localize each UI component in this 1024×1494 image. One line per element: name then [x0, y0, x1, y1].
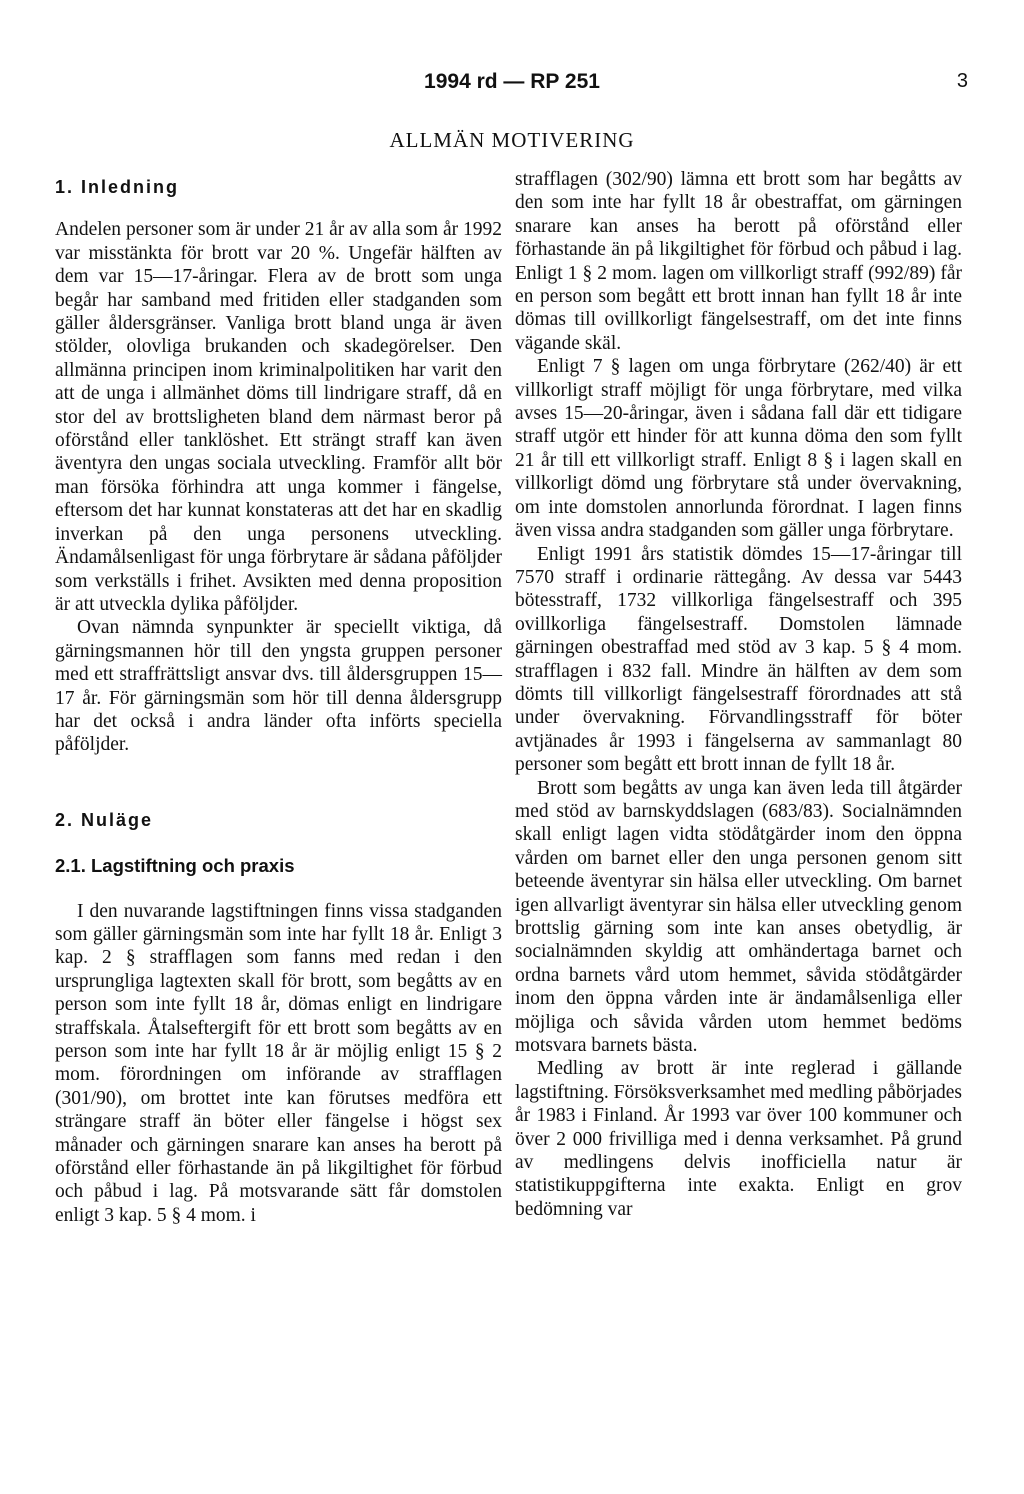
- section-title: ALLMÄN MOTIVERING: [389, 128, 635, 152]
- paragraph: Enligt 1991 års statistik dömdes 15—17-åringar till 7570 straff i ordinarie rättegång. Av dessa var 5443 bötesstraff, 1732 villkorliga fängelsestraff och 395 ovillkorliga fängelsestraff. Domstolen lämnade gärningen obestraffad med stöd av 3 kap. 5 § 4 mom. strafflagen i 832 fall. Mindre än hälften av dem som dömts till villkorligt fängelsestraff förordnades att stå under övervakning. Förvandlingsstraff för böter avtjänades år 1993 i fängelserna av sammanlagt 80 personer som begått ett brott innan de fyllt 18 år.: [515, 543, 962, 776]
- paragraph: Medling av brott är inte reglerad i gällande lagstiftning. Försöksverksamhet med medling påbörjades år 1983 i Finland. År 1993 var över 100 kommuner och över 2 000 frivilliga med i denna verksamhet. På grund av medlingens delvis inofficiella natur är statistikuppgifterna inte exakta. Enligt en grov bedömning var: [515, 1058, 962, 1220]
- paragraph: Ovan nämnda synpunkter är speciellt viktiga, då gärningsmannen hör till den yngsta gruppen personer med ett straffrättsligt ansvar dvs. till åldersgruppen 15—17 år. För gärningsmän som hör till denna åldersgrupp har det också i andra länder ofta införts speciella påföljder.: [55, 617, 502, 756]
- paragraph: Andelen personer som är under 21 år av alla som år 1992 var misstänkta för brott var 20 %. Ungefär hälften av dem var 15—17-åringar. Flera av de brott som unga begår har samband med fritiden eller stadganden som gäller åldersgränser. Vanliga brott bland unga är även stölder, olovliga brukanden och skadegörelser. Den allmänna principen inom kriminalpolitiken har varit den att de unga i allmänhet döms till lindrigare straff, då en stor del av brottsligheten bland dem närmast beror på oförstånd eller tanklöshet. Ett strängt straff kan även äventyra den ungas sociala utveckling. Framför allt bör man försöka förhindra att unga kommer i fängelse, eftersom det har kunnat konstateras att det har en skadlig inverkan på den unga personens utveckling. Ändamålsenligast för unga förbrytare är sådana påföljder som verkställs i frihet. Avsikten med denna proposition är att utveckla dylika påföljder.: [55, 219, 502, 615]
- left-column: [55, 168, 502, 1227]
- page-number: 3: [956, 70, 968, 92]
- header-title: 1994 rd — RP 251: [424, 70, 600, 93]
- heading-inledning: 1. Inledning: [55, 177, 180, 197]
- paragraph: strafflagen (302/90) lämna ett brott som har begåtts av den som inte har fyllt 18 år obestraffat, om gärningen snarare kan anses ha berott på oförstånd eller förhastande än på likgiltighet för förbud och påbud i lag. Enligt 1 § 2 mom. lagen om villkorligt straff (992/89) får en person som begått ett brott innan han fyllt 18 år inte dömas till ovillkorligt fängelsestraff, om det inte finns vägande skäl.: [515, 169, 962, 354]
- heading-lagstiftning: 2.1. Lagstiftning och praxis: [55, 855, 295, 877]
- paragraph: Brott som begåtts av unga kan även leda till åtgärder med stöd av barnskyddslagen (683/83). Socialnämnden skall enligt lagen vidta stödåtgärder inom den öppna vården om barnet eller den unga personen genom sitt beteende äventyrar sin hälsa eller utveckling. Om barnet igen allvarligt äventyrar sin hälsa eller utveckling genom brottslig gärning som inte kan anses obetydlig, är socialnämnden skyldig att omhändertaga barnet och ordna barnets vård utom hemmet, såvida stödåtgärder inom den öppna vården inte är ändamålsenliga eller möjliga och såvida vården utom hemmet bedöms motsvara barnets bästa.: [515, 777, 962, 1057]
- paragraph: I den nuvarande lagstiftningen finns vissa stadganden som gäller gärningsmän som inte har fyllt 18 år. Enligt 3 kap. 2 § strafflagen som fanns med redan i den ursprungliga lagtexten skall för brott, som begåtts av en person som inte fyllt 18 år, dömas enligt en lindrigare straffskala. Åtalseftergift för ett brott som begåtts av en person som inte har fyllt 18 år är möjlig enligt 15 § 2 mom. förordningen om införande av strafflagen (301/90), om brottet inte kan förutses medföra ett strängare straff än böter eller fängelse i högst sex månader och gärningen snarare kan anses ha berott på oförstånd eller förhastande än på likgiltighet för förbud och påbud i lag. På motsvarande sätt får domstolen enligt 3 kap. 5 § 4 mom. i: [55, 900, 502, 1226]
- running-header: [0, 70, 1024, 100]
- heading-nulage: 2. Nuläge: [55, 809, 154, 830]
- paragraph: Enligt 7 § lagen om unga förbrytare (262/40) är ett villkorligt straff möjligt för unga förbrytare, med vilka avses 15—20-åringar, även i sådana fall där ett tidigare straff utgör ett hinder för att kunna döma den som fyllt 21 år till ett villkorligt straff. Enligt 8 § i lagen skall en villkorligt dömd ung förbrytare stå under övervakning, om inte domstolen annorlunda förordnat. I lagen finns även vissa andra stadganden som gäller unga förbrytare.: [515, 356, 962, 542]
- right-column: [515, 168, 962, 1221]
